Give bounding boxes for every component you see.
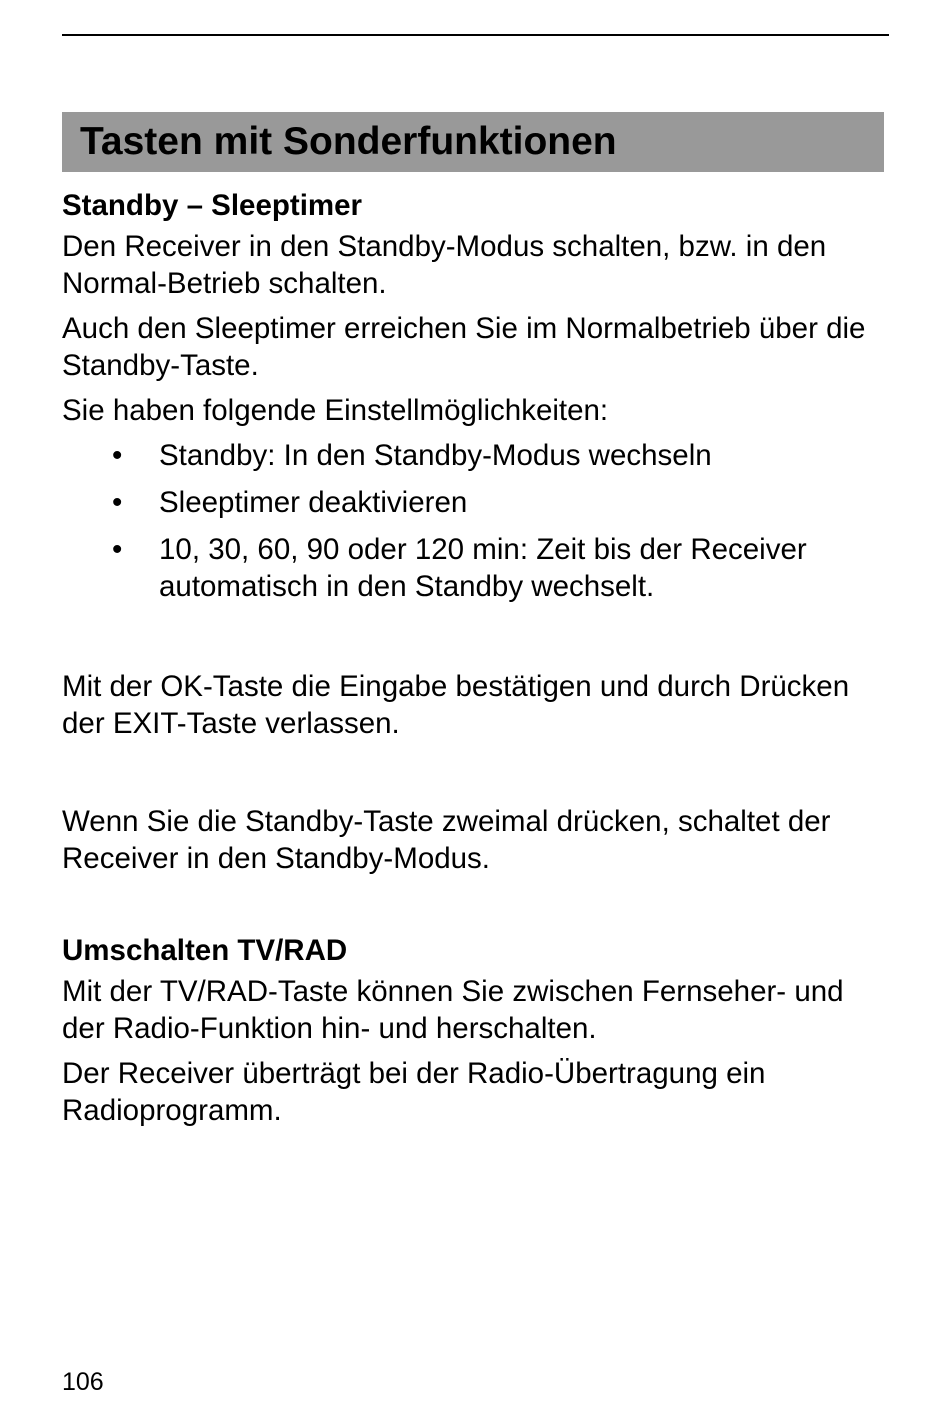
list-item-text: 10, 30, 60, 90 oder 120 min: Zeit bis der Receiver automatisch in den Standby wechselt.: [159, 533, 807, 603]
standby-heading: Standby – Sleeptimer: [62, 189, 363, 222]
list-item: [62, 437, 884, 474]
standby-options-list: [62, 437, 884, 605]
tv-rad-paragraph-2: Der Receiver überträgt bei der Radio-Übertragung ein Radioprogramm.: [62, 1057, 766, 1127]
top-rule: [62, 34, 889, 36]
spacer: [62, 615, 884, 668]
standby-paragraph-4: Mit der OK-Taste die Eingabe bestätigen und durch Drücken der EXIT-Taste verlassen.: [62, 670, 850, 740]
list-item-text: Sleeptimer deaktivieren: [159, 486, 468, 519]
page-content: [62, 184, 884, 1137]
section-title: Tasten mit Sonderfunktionen: [80, 120, 617, 163]
standby-paragraph-1: Den Receiver in den Standby-Modus schalten, bzw. in den Normal-Betrieb schalten.: [62, 230, 827, 300]
spacer: [62, 885, 884, 929]
bullet-icon: •: [112, 486, 123, 519]
tv-rad-paragraph-1: Mit der TV/RAD-Taste können Sie zwischen Fernseher- und der Radio-Funktion hin- und herschalten.: [62, 975, 844, 1045]
bullet-icon: •: [112, 439, 123, 472]
page-number: 106: [62, 1368, 104, 1396]
standby-paragraph-5: Wenn Sie die Standby-Taste zweimal drücken, schaltet der Receiver in den Standby-Modus.: [62, 805, 831, 875]
standby-paragraph-2: Auch den Sleeptimer erreichen Sie im Normalbetrieb über die Standby-Taste.: [62, 312, 866, 382]
section-banner: [62, 112, 884, 172]
standby-paragraph-3: Sie haben folgende Einstellmöglichkeiten:: [62, 394, 609, 427]
spacer: [62, 750, 884, 803]
list-item: [62, 484, 884, 521]
list-item-text: Standby: In den Standby-Modus wechseln: [159, 439, 712, 472]
bullet-icon: •: [112, 533, 123, 566]
list-item: [62, 531, 884, 605]
tv-rad-heading: Umschalten TV/RAD: [62, 934, 348, 967]
